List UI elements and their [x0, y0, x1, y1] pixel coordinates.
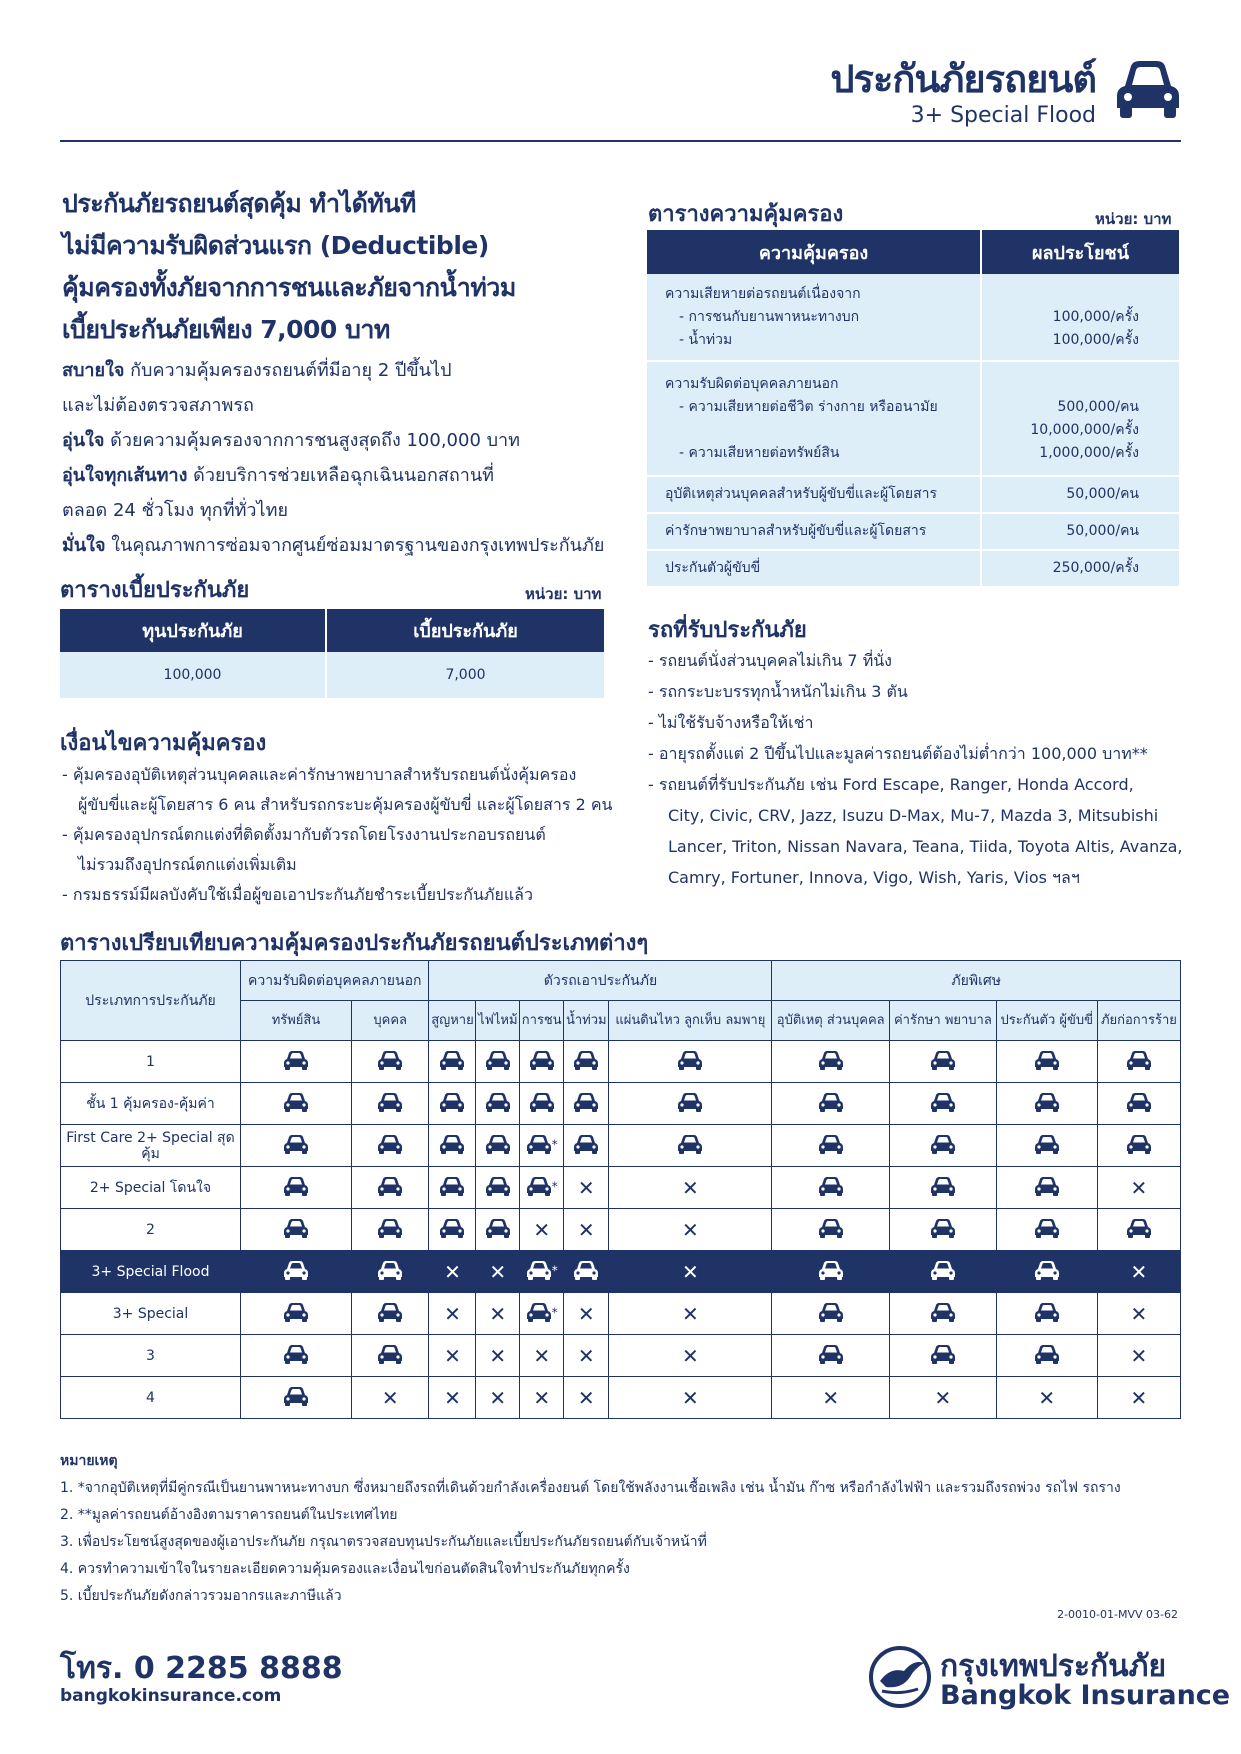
not-covered-icon: ✕ [890, 1377, 997, 1419]
coverage-value: 50,000/คน [981, 476, 1180, 513]
premium-table [60, 609, 606, 698]
covered-car-icon [351, 1167, 429, 1209]
bangkok-insurance-logo-icon [868, 1645, 932, 1709]
covered-car-icon [772, 1335, 890, 1377]
eligible-car-item: - รถกระบะบรรทุกน้ำหนักไม่เกิน 3 ตัน [648, 682, 908, 701]
not-covered-icon: ✕ [520, 1209, 564, 1251]
covered-car-icon [609, 1125, 772, 1167]
note-item: 5. เบี้ยประกันภัยดังกล่าวรวมอากรและภาษีแล้ว [60, 1588, 342, 1604]
not-covered-icon: ✕ [476, 1377, 520, 1419]
covered-car-icon [241, 1125, 352, 1167]
car-icon [1115, 58, 1181, 120]
not-covered-icon: ✕ [520, 1335, 564, 1377]
not-covered-icon: ✕ [520, 1377, 564, 1419]
covered-car-icon [564, 1041, 609, 1083]
covered-car-icon [351, 1125, 429, 1167]
covered-car-icon [564, 1251, 609, 1293]
covered-car-icon [890, 1293, 997, 1335]
covered-car-icon [772, 1041, 890, 1083]
not-covered-icon: ✕ [564, 1335, 609, 1377]
covered-car-icon [772, 1125, 890, 1167]
website-link[interactable]: bangkokinsurance.com [60, 1686, 282, 1706]
column-header: ไฟไหม้ [476, 1001, 520, 1041]
coverage-value: 100,000/ครั้ง 100,000/ครั้ง [981, 274, 1180, 361]
not-covered-icon: ✕ [1097, 1335, 1180, 1377]
covered-car-icon [429, 1167, 476, 1209]
covered-car-icon [996, 1167, 1097, 1209]
headline-line: คุ้มครองทั้งภัยจากการชนและภัยจากน้ำท่วม [62, 273, 516, 302]
page-title: ประกันภัยรถยนต์ [830, 57, 1096, 101]
page-subtitle: 3+ Special Flood [910, 103, 1096, 128]
not-covered-icon: ✕ [609, 1335, 772, 1377]
headline-line: เบี้ยประกันภัยเพียง 7,000 บาท [62, 315, 390, 344]
benefits-list [62, 353, 642, 563]
comparison-title: ตารางเปรียบเทียบความคุ้มครองประกันภัยรถยนต์ประเภทต่างๆ [60, 931, 649, 956]
covered-car-icon: * [520, 1167, 564, 1209]
insurance-type: 1 [61, 1041, 241, 1083]
not-covered-icon: ✕ [609, 1167, 772, 1209]
conditions-title: เงื่อนไขความคุ้มครอง [60, 731, 267, 756]
covered-car-icon [772, 1167, 890, 1209]
not-covered-icon: ✕ [351, 1377, 429, 1419]
not-covered-icon: ✕ [1097, 1251, 1180, 1293]
covered-car-icon [996, 1293, 1097, 1335]
not-covered-icon: ✕ [609, 1209, 772, 1251]
covered-car-icon [890, 1125, 997, 1167]
phone-number[interactable]: โทร. 0 2285 8888 [60, 1651, 343, 1686]
covered-car-icon [609, 1083, 772, 1125]
eligible-cars-list [648, 645, 1188, 893]
eligible-car-item: - รถยนต์ที่รับประกันภัย เช่น Ford Escape, Ranger, Honda Accord, [648, 775, 1134, 794]
covered-car-icon [476, 1041, 520, 1083]
condition-item: - กรมธรรม์มีผลบังคับใช้เมื่อผู้ขอเอาประกันภัยชำระเบี้ยประกันภัยแล้ว [62, 885, 533, 904]
covered-car-icon [351, 1251, 429, 1293]
coverage-table-unit: หน่วย: บาท [1095, 210, 1172, 228]
column-header: การชน [520, 1001, 564, 1041]
covered-car-icon [996, 1041, 1097, 1083]
covered-car-icon [476, 1167, 520, 1209]
covered-car-icon [1097, 1041, 1180, 1083]
covered-car-icon [241, 1293, 352, 1335]
table-row [61, 1209, 1181, 1251]
group-header: ภัยพิเศษ [772, 961, 1181, 1001]
insurance-type: 3+ Special Flood [61, 1251, 241, 1293]
benefit-item: มั่นใจ ในคุณภาพการซ่อมจากศูนย์ซ่อมมาตรฐานของกรุงเทพประกันภัย [62, 535, 605, 556]
not-covered-icon: ✕ [564, 1209, 609, 1251]
covered-car-icon [996, 1083, 1097, 1125]
note-item: 1. *จากอุบัติเหตุที่มีคู่กรณีเป็นยานพาหนะทางบก ซึ่งหมายถึงรถที่เดินด้วยกำลังเครื่องยนต์ โดยใช้พลังงานเชื้อเพลิง เช่น น้ำมัน ก๊าซ หรือกำลังไฟฟ้า และรวมถึงรถพ่วง รถไฟ รถราง [60, 1480, 1121, 1496]
covered-car-icon [772, 1293, 890, 1335]
group-header: ความรับผิดต่อบุคคลภายนอก [241, 961, 429, 1001]
covered-car-icon [429, 1041, 476, 1083]
insurance-type: 3 [61, 1335, 241, 1377]
table-row [61, 1041, 1181, 1083]
not-covered-icon: ✕ [429, 1251, 476, 1293]
not-covered-icon: ✕ [609, 1293, 772, 1335]
document-code: 2-0010-01-MVV 03-62 [1057, 1608, 1178, 1621]
condition-item: ผู้ขับขี่และผู้โดยสาร 6 คน สำหรับรถกระบะคุ้มครองผู้ขับขี่ และผู้โดยสาร 2 คน [78, 795, 613, 814]
covered-car-icon [429, 1083, 476, 1125]
benefit-item: อุ่นใจ ด้วยความคุ้มครองจากการชนสูงสุดถึง 100,000 บาท [62, 430, 521, 451]
note-item: 2. **มูลค่ารถยนต์อ้างอิงตามราคารถยนต์ในประเทศไทย [60, 1507, 398, 1523]
covered-car-icon [996, 1335, 1097, 1377]
condition-item: - คุ้มครองอุปกรณ์ตกแต่งที่ติดตั้งมากับตัวรถโดยโรงงานประกอบรถยนต์ [62, 825, 546, 844]
table-row [61, 1251, 1181, 1293]
note-item: 4. ควรทำความเข้าใจในรายละเอียดความคุ้มครองและเงื่อนไขก่อนตัดสินใจทำประกันภัยทุกครั้ง [60, 1561, 630, 1577]
logo-text-thai: กรุงเทพประกันภัย [940, 1649, 1167, 1684]
comparison-table [60, 960, 1181, 1419]
premium-header: เบี้ยประกันภัย [326, 609, 605, 652]
covered-car-icon [351, 1293, 429, 1335]
covered-car-icon: * [520, 1125, 564, 1167]
premium-table-unit: หน่วย: บาท [525, 585, 602, 603]
insurance-type: ชั้น 1 คุ้มครอง-คุ้มค่า [61, 1083, 241, 1125]
covered-car-icon [996, 1251, 1097, 1293]
coverage-item: ความรับผิดต่อบุคคลภายนอก - ความเสียหายต่อชีวิต ร่างกาย หรืออนามัย - ความเสียหายต่อทรัพย์สิน [647, 361, 981, 476]
header-divider [60, 140, 1181, 142]
not-covered-icon: ✕ [476, 1251, 520, 1293]
benefit-item: อุ่นใจทุกเส้นทาง ด้วยบริการช่วยเหลือฉุกเฉินนอกสถานที่ [62, 465, 495, 486]
eligible-car-item: Lancer, Triton, Nissan Navara, Teana, Tiida, Toyota Altis, Avanza, [668, 837, 1183, 856]
covered-car-icon [609, 1041, 772, 1083]
not-covered-icon: ✕ [476, 1335, 520, 1377]
premium-cell: 100,000 [60, 652, 326, 698]
column-header: ประกันตัว ผู้ขับขี่ [996, 1001, 1097, 1041]
conditions-list [62, 760, 622, 910]
covered-car-icon [890, 1083, 997, 1125]
column-header: ภัยก่อการร้าย [1097, 1001, 1180, 1041]
headline [62, 183, 622, 351]
coverage-table-title: ตารางความคุ้มครอง [648, 202, 844, 227]
covered-car-icon [429, 1125, 476, 1167]
column-header: น้ำท่วม [564, 1001, 609, 1041]
covered-car-icon [351, 1083, 429, 1125]
not-covered-icon: ✕ [564, 1377, 609, 1419]
covered-car-icon [351, 1209, 429, 1251]
covered-car-icon [476, 1083, 520, 1125]
condition-item: - คุ้มครองอุบัติเหตุส่วนบุคคลและค่ารักษาพยาบาลสำหรับรถยนต์นั่งคุ้มครอง [62, 765, 577, 784]
not-covered-icon: ✕ [564, 1167, 609, 1209]
not-covered-icon: ✕ [609, 1251, 772, 1293]
benefit-item: สบายใจ กับความคุ้มครองรถยนต์ที่มีอายุ 2 ปีขึ้นไป [62, 360, 452, 381]
not-covered-icon: ✕ [564, 1293, 609, 1335]
table-row [61, 1125, 1181, 1167]
eligible-car-item: City, Civic, CRV, Jazz, Isuzu D-Max, Mu-7, Mazda 3, Mitsubishi [668, 806, 1159, 825]
coverage-value: 500,000/คน 10,000,000/ครั้ง 1,000,000/ครั้ง [981, 361, 1180, 476]
covered-car-icon: * [520, 1293, 564, 1335]
column-header: บุคคล [351, 1001, 429, 1041]
covered-car-icon [772, 1251, 890, 1293]
covered-car-icon [351, 1335, 429, 1377]
not-covered-icon: ✕ [1097, 1377, 1180, 1419]
eligible-car-item: - ไม่ใช้รับจ้างหรือให้เช่า [648, 713, 814, 732]
logo-text-english: Bangkok Insurance [940, 1680, 1231, 1711]
coverage-table [647, 230, 1181, 588]
covered-car-icon [1097, 1209, 1180, 1251]
covered-car-icon [564, 1125, 609, 1167]
covered-car-icon [772, 1083, 890, 1125]
covered-car-icon [890, 1335, 997, 1377]
covered-car-icon [241, 1167, 352, 1209]
covered-car-icon [241, 1377, 352, 1419]
table-row [61, 1083, 1181, 1125]
not-covered-icon: ✕ [609, 1377, 772, 1419]
table-row [61, 1293, 1181, 1335]
column-header: แผ่นดินไหว ลูกเห็บ ลมพายุ [609, 1001, 772, 1041]
group-header: ตัวรถเอาประกันภัย [429, 961, 772, 1001]
covered-car-icon [564, 1083, 609, 1125]
table-row [61, 1335, 1181, 1377]
table-row [61, 1167, 1181, 1209]
column-header: อุบัติเหตุ ส่วนบุคคล [772, 1001, 890, 1041]
not-covered-icon: ✕ [429, 1293, 476, 1335]
eligible-car-item: Camry, Fortuner, Innova, Vigo, Wish, Yaris, Vios ฯลฯ [668, 868, 1080, 887]
eligible-car-item: - รถยนต์นั่งส่วนบุคคลไม่เกิน 7 ที่นั่ง [648, 651, 892, 670]
insurance-type: 3+ Special [61, 1293, 241, 1335]
covered-car-icon [996, 1125, 1097, 1167]
covered-car-icon [520, 1041, 564, 1083]
benefit-item: และไม่ต้องตรวจสภาพรถ [62, 395, 254, 416]
not-covered-icon: ✕ [996, 1377, 1097, 1419]
coverage-item: ค่ารักษาพยาบาลสำหรับผู้ขับขี่และผู้โดยสาร [647, 513, 981, 550]
headline-line: ประกันภัยรถยนต์สุดคุ้ม ทำได้ทันที [62, 189, 416, 218]
note-item: 3. เพื่อประโยชน์สูงสุดของผู้เอาประกันภัย กรุณาตรวจสอบทุนประกันภัยและเบี้ยประกันภัยรถยนต์กับเจ้าหน้าที่ [60, 1534, 707, 1550]
insurance-type: First Care 2+ Special สุดคุ้ม [61, 1125, 241, 1167]
not-covered-icon: ✕ [429, 1335, 476, 1377]
covered-car-icon [890, 1041, 997, 1083]
covered-car-icon [351, 1041, 429, 1083]
covered-car-icon [890, 1209, 997, 1251]
covered-car-icon [429, 1209, 476, 1251]
insurance-type: 2+ Special โดนใจ [61, 1167, 241, 1209]
coverage-item: ประกันตัวผู้ขับขี่ [647, 550, 981, 587]
headline-line: ไม่มีความรับผิดส่วนแรก (Deductible) [62, 231, 489, 260]
premium-cell: 7,000 [326, 652, 605, 698]
premium-table-title: ตารางเบี้ยประกันภัย [60, 578, 250, 603]
coverage-header: ผลประโยชน์ [981, 230, 1180, 274]
table-row [61, 1377, 1181, 1419]
covered-car-icon [476, 1125, 520, 1167]
covered-car-icon [1097, 1083, 1180, 1125]
premium-header: ทุนประกันภัย [60, 609, 326, 652]
insurance-type: 4 [61, 1377, 241, 1419]
not-covered-icon: ✕ [772, 1377, 890, 1419]
coverage-item: อุบัติเหตุส่วนบุคคลสำหรับผู้ขับขี่และผู้โดยสาร [647, 476, 981, 513]
benefit-item: ตลอด 24 ชั่วโมง ทุกที่ทั่วไทย [62, 500, 289, 521]
covered-car-icon [241, 1335, 352, 1377]
eligible-car-item: - อายุรถตั้งแต่ 2 ปีขึ้นไปและมูลค่ารถยนต์ต้องไม่ต่ำกว่า 100,000 บาท** [648, 744, 1148, 763]
not-covered-icon: ✕ [429, 1377, 476, 1419]
column-header: ค่ารักษา พยาบาล [890, 1001, 997, 1041]
condition-item: ไม่รวมถึงอุปกรณ์ตกแต่งเพิ่มเติม [78, 855, 297, 874]
coverage-header: ความคุ้มครอง [647, 230, 981, 274]
eligible-cars-title: รถที่รับประกันภัย [648, 618, 807, 643]
not-covered-icon: ✕ [1097, 1167, 1180, 1209]
covered-car-icon [241, 1209, 352, 1251]
covered-car-icon [890, 1167, 997, 1209]
covered-car-icon [241, 1083, 352, 1125]
coverage-value: 250,000/ครั้ง [981, 550, 1180, 587]
covered-car-icon [996, 1209, 1097, 1251]
type-header: ประเภทการประกันภัย [61, 961, 241, 1041]
covered-car-icon [476, 1209, 520, 1251]
covered-car-icon [520, 1083, 564, 1125]
not-covered-icon: ✕ [1097, 1293, 1180, 1335]
covered-car-icon: * [520, 1251, 564, 1293]
column-header: ทรัพย์สิน [241, 1001, 352, 1041]
notes [60, 1448, 1181, 1610]
covered-car-icon [1097, 1125, 1180, 1167]
covered-car-icon [241, 1251, 352, 1293]
not-covered-icon: ✕ [476, 1293, 520, 1335]
column-header: สูญหาย [429, 1001, 476, 1041]
covered-car-icon [241, 1041, 352, 1083]
covered-car-icon [890, 1251, 997, 1293]
covered-car-icon [772, 1209, 890, 1251]
notes-title: หมายเหตุ [60, 1453, 118, 1469]
insurance-type: 2 [61, 1209, 241, 1251]
coverage-item: ความเสียหายต่อรถยนต์เนื่องจาก - การชนกับยานพาหนะทางบก - น้ำท่วม [647, 274, 981, 361]
coverage-value: 50,000/คน [981, 513, 1180, 550]
